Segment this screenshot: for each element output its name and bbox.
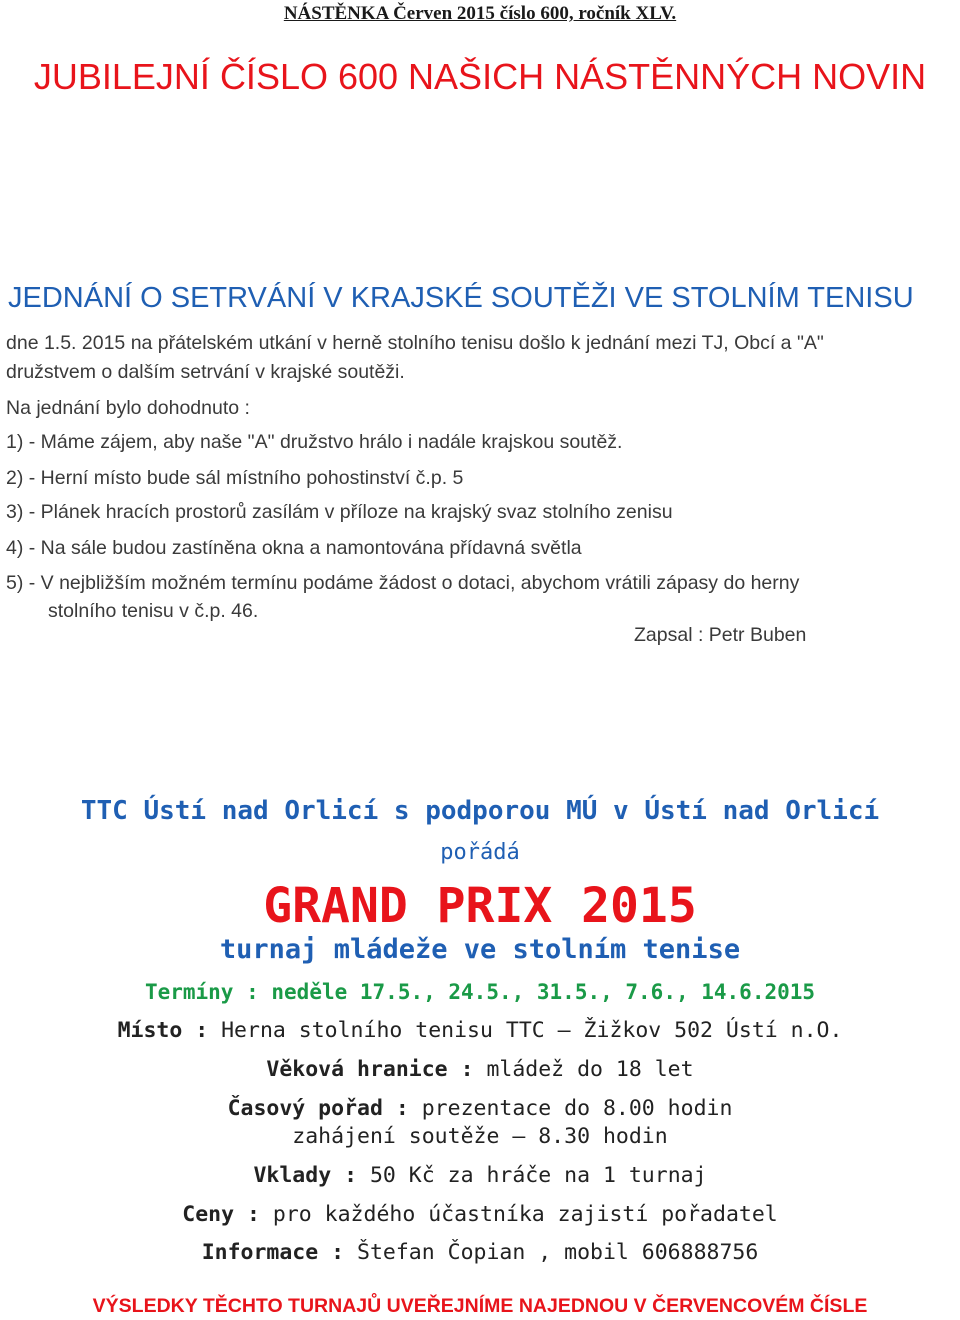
event-presents: pořádá: [440, 840, 520, 865]
recorder-signature: Zapsal : Petr Buben: [634, 624, 807, 646]
event-fee: [0, 1163, 960, 1188]
event-title: GRAND PRIX 2015: [263, 878, 697, 934]
agreement-item: 5) - V nejbližším možném termínu podáme žádost o dotaci, abychom vrátili zápasy do herny: [6, 572, 800, 594]
meeting-intro-line: družstvem o dalším setrvání v krajské soutěži.: [6, 361, 405, 383]
event-place: [0, 1018, 960, 1043]
age-value: mládež do 18 let: [473, 1057, 694, 1082]
meeting-article-title: JEDNÁNÍ O SETRVÁNÍ V KRAJSKÉ SOUTĚŽI VE STOLNÍM TENISU: [8, 282, 914, 314]
place-label: Místo :: [117, 1018, 209, 1043]
schedule-label: Časový pořad :: [227, 1096, 409, 1121]
age-label: Věková hranice :: [266, 1057, 474, 1082]
agreement-item: 2) - Herní místo bude sál místního pohostinství č.p. 5: [6, 467, 464, 489]
event-schedule-start: zahájení soutěže – 8.30 hodin: [292, 1124, 668, 1149]
contact-label: Informace :: [201, 1240, 345, 1265]
prizes-value: pro každého účastníka zajistí pořadatel: [259, 1202, 778, 1227]
place-value: Herna stolního tenisu TTC – Žižkov 502 Ústí n.O.: [208, 1018, 843, 1043]
event-schedule: [0, 1096, 960, 1121]
prizes-label: Ceny :: [182, 1202, 260, 1227]
event-age-limit: [0, 1057, 960, 1082]
newsletter-masthead: NÁSTĚNKA Červen 2015 číslo 600, ročník XLV.: [283, 3, 677, 24]
results-notice: VÝSLEDKY TĚCHTO TURNAJŮ UVEŘEJNÍME NAJEDNOU V ČERVENCOVÉM ČÍSLE: [92, 1295, 868, 1317]
fee-value: 50 Kč za hráče na 1 turnaj: [357, 1163, 707, 1188]
event-contact: [0, 1240, 960, 1265]
contact-value: Štefan Čopian , mobil 606888756: [344, 1240, 759, 1265]
agreement-item-continuation: stolního tenisu v č.p. 46.: [48, 600, 259, 622]
agreement-item: 3) - Plánek hracích prostorů zasílám v příloze na krajský svaz stolního zenisu: [6, 501, 673, 523]
agreement-item: 4) - Na sále budou zastíněna okna a namontována přídavná světla: [6, 537, 582, 559]
event-dates: Termíny : neděle 17.5., 24.5., 31.5., 7.6., 14.6.2015: [144, 980, 816, 1004]
schedule-value: prezentace do 8.00 hodin: [408, 1096, 733, 1121]
agreement-item: 1) - Máme zájem, aby naše "A" družstvo hrálo i nadále krajskou soutěž.: [6, 431, 623, 453]
event-subtitle: turnaj mládeže ve stolním tenise: [219, 934, 741, 965]
event-organizer: TTC Ústí nad Orlicí s podporou MÚ v Ústí nad Orlicí: [80, 796, 880, 826]
issue-headline: JUBILEJNÍ ČÍSLO 600 NAŠICH NÁSTĚNNÝCH NOVIN: [33, 56, 927, 97]
event-prizes: [0, 1202, 960, 1227]
fee-label: Vklady :: [253, 1163, 358, 1188]
meeting-agreed-heading: Na jednání bylo dohodnuto :: [6, 397, 250, 419]
meeting-intro-line: dne 1.5. 2015 na přátelském utkání v herně stolního tenisu došlo k jednání mezi TJ, Obcí a "A": [6, 332, 824, 354]
